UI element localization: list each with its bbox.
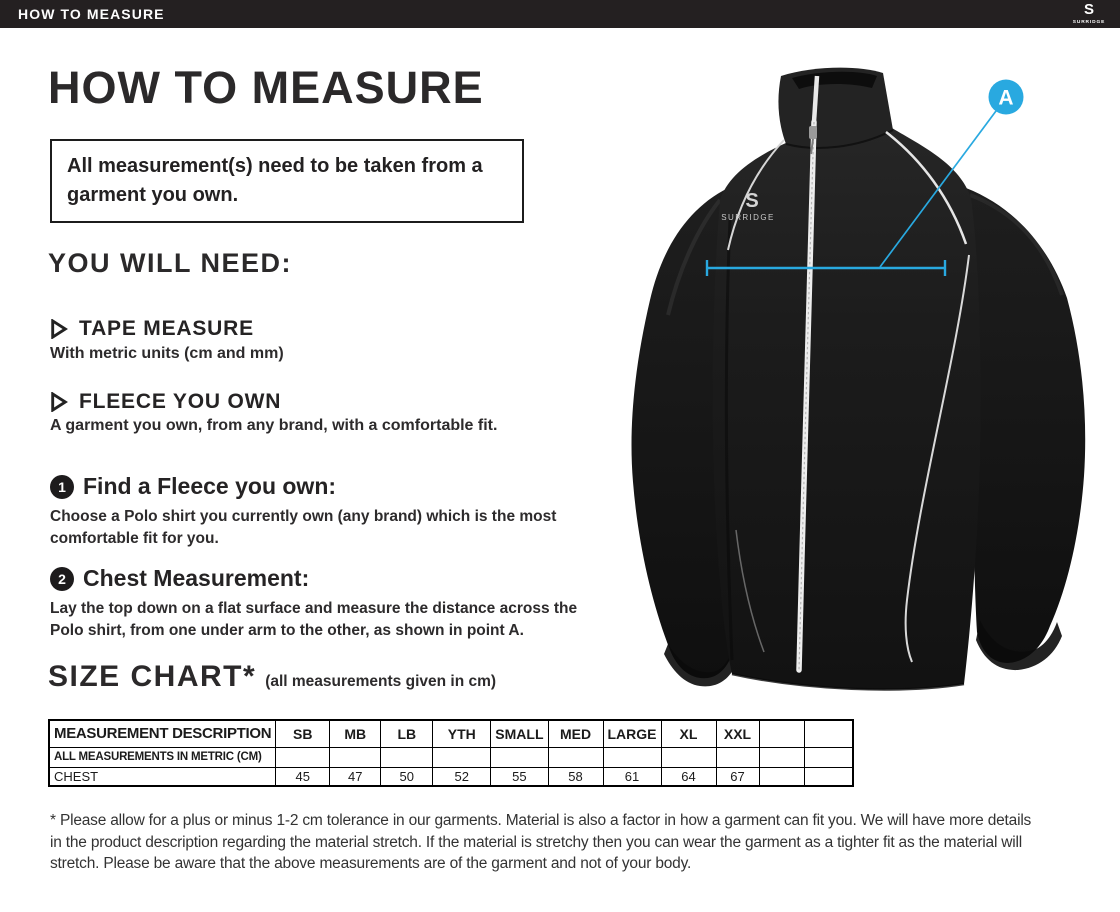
size-chart-header-cell: XL xyxy=(661,720,716,747)
need-item-label: TAPE MEASURE xyxy=(79,317,254,340)
you-will-need-heading: YOU WILL NEED: xyxy=(48,248,293,278)
need-item-fleece xyxy=(50,390,281,414)
size-chart-cell: 55 xyxy=(491,767,548,786)
size-chart-cell xyxy=(381,747,433,767)
zipper-pull xyxy=(809,126,817,139)
size-chart-cell xyxy=(759,747,804,767)
jacket-right-sleeve xyxy=(966,188,1085,663)
size-chart-row xyxy=(49,767,853,786)
size-chart-cell xyxy=(759,767,804,786)
row-label: ALL MEASUREMENTS IN METRIC (CM) xyxy=(49,747,276,767)
step-title: Find a Fleece you own: xyxy=(83,473,337,499)
size-chart-cell: 61 xyxy=(603,767,661,786)
step-number-badge: 1 xyxy=(50,475,74,499)
size-chart-cell xyxy=(603,747,661,767)
size-chart-cell xyxy=(491,747,548,767)
size-chart-header-cell: MED xyxy=(548,720,603,747)
size-chart-cell: 52 xyxy=(433,767,491,786)
need-item-description: A garment you own, from any brand, with a comfortable fit. xyxy=(50,417,498,434)
size-chart-title: SIZE CHART* xyxy=(48,660,257,693)
size-chart-row xyxy=(49,747,853,767)
size-chart-header-cell: SB xyxy=(276,720,330,747)
size-chart-header-cell: MB xyxy=(330,720,381,747)
size-chart-cell xyxy=(330,747,381,767)
size-chart-subtitle: (all measurements given in cm) xyxy=(265,673,497,690)
size-chart-cell xyxy=(433,747,491,767)
surridge-logo-text: SURRIDGE xyxy=(1072,20,1106,25)
size-chart-cell: 50 xyxy=(381,767,433,786)
surridge-logo-emblem: S xyxy=(1083,1,1095,18)
play-triangle-icon xyxy=(50,319,68,339)
step-2-description: Lay the top down on a flat surface and measure the distance across the Polo shirt, from one under arm to the other, as shown in point A. xyxy=(50,600,578,639)
step-title: Chest Measurement: xyxy=(83,565,310,591)
size-chart-cell: 45 xyxy=(276,767,330,786)
top-bar xyxy=(0,0,1120,28)
size-chart-table xyxy=(48,719,854,787)
garment-logo-text: SURRIDGE xyxy=(721,213,775,222)
step-1-heading xyxy=(50,473,336,500)
surridge-logo-icon xyxy=(1067,1,1111,27)
marker-a-label: A xyxy=(998,86,1014,110)
garment-logo-emblem: S xyxy=(745,190,759,212)
size-chart-cell xyxy=(804,767,853,786)
tolerance-footnote: * Please allow for a plus or minus 1-2 cm tolerance in our garments. Material is also a factor in how a garment can fit you. We will have more details in the product description regarding the material stretch. If the material is stretchy then you can wear the garment as a tighter fit as the material will stretch. Please be aware that the above measurements are of the garment and not of your body. xyxy=(50,812,1032,872)
top-bar-title: HOW TO MEASURE xyxy=(18,6,165,22)
size-chart-header-cell xyxy=(804,720,853,747)
fleece-jacket-image xyxy=(620,60,1120,700)
size-chart-header-cell: LB xyxy=(381,720,433,747)
size-chart-cell: 47 xyxy=(330,767,381,786)
need-item-description: With metric units (cm and mm) xyxy=(50,345,284,362)
size-chart-cell xyxy=(548,747,603,767)
size-chart-header-cell: MEASUREMENT DESCRIPTION xyxy=(49,720,276,747)
size-chart-header-cell: YTH xyxy=(433,720,491,747)
page-title: HOW TO MEASURE xyxy=(48,62,484,113)
need-item-label: FLEECE YOU OWN xyxy=(79,390,282,413)
measurement-note-box xyxy=(50,139,524,223)
step-2-heading xyxy=(50,565,309,592)
play-triangle-icon xyxy=(50,392,68,412)
size-chart-header-row xyxy=(49,720,853,747)
size-chart-heading xyxy=(48,660,496,694)
size-chart-header-cell: LARGE xyxy=(603,720,661,747)
step-1-description: Choose a Polo shirt you currently own (any brand) which is the most comfortable fit for you. xyxy=(50,508,557,547)
marker-a xyxy=(989,80,1024,115)
size-chart-cell: 64 xyxy=(661,767,716,786)
row-label: CHEST xyxy=(49,767,276,786)
size-chart-header-cell xyxy=(759,720,804,747)
size-chart-cell xyxy=(716,747,759,767)
measurement-note-text: All measurement(s) need to be taken from a garment you own. xyxy=(67,155,483,206)
need-item-tape-measure xyxy=(50,317,254,341)
size-chart-header-cell: XXL xyxy=(716,720,759,747)
size-chart-cell xyxy=(804,747,853,767)
size-chart-cell: 58 xyxy=(548,767,603,786)
size-chart-header-cell: SMALL xyxy=(491,720,548,747)
step-number-badge: 2 xyxy=(50,567,74,591)
size-chart-cell xyxy=(276,747,330,767)
size-chart-cell: 67 xyxy=(716,767,759,786)
size-chart-cell xyxy=(661,747,716,767)
